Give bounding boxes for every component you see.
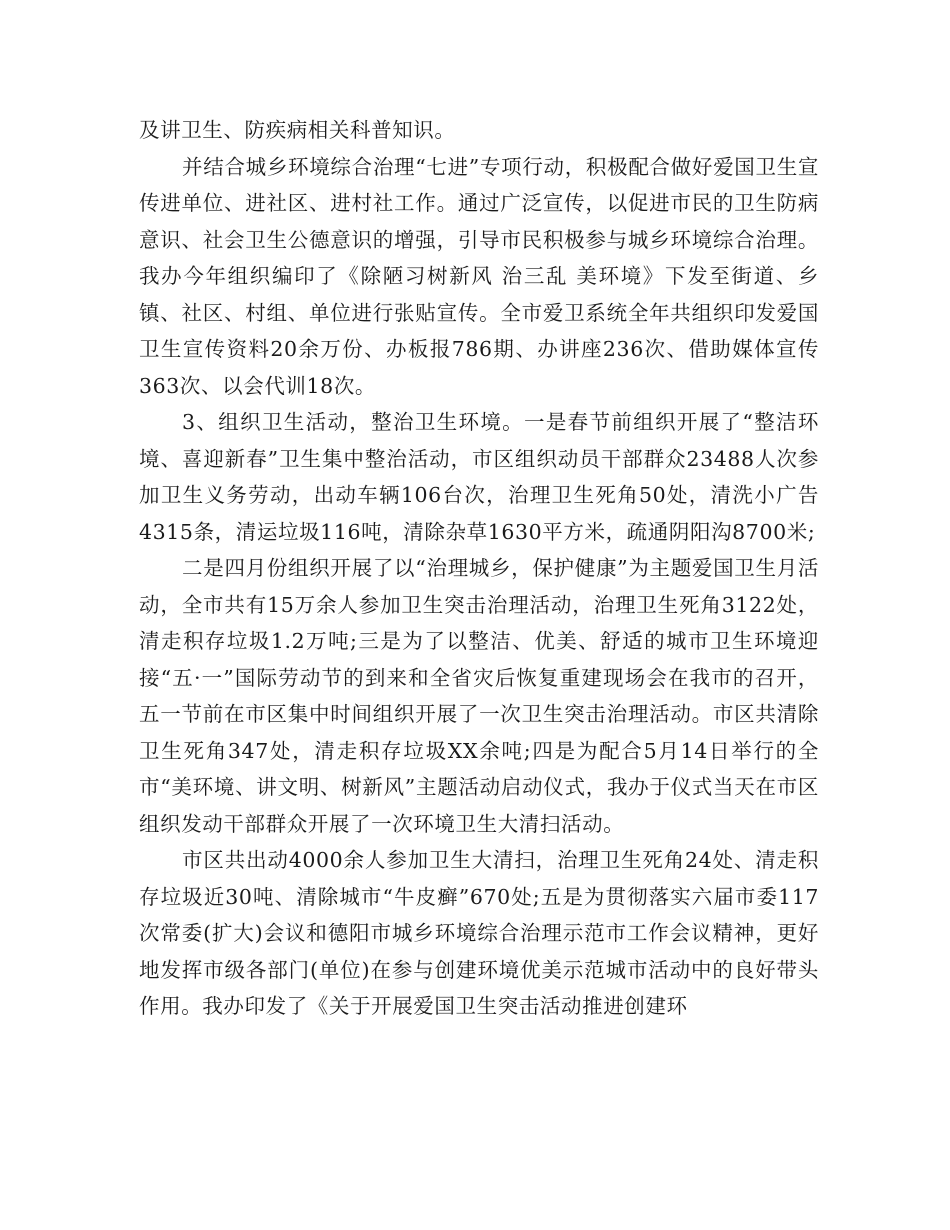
paragraph-sanitation-activities: 3、组织卫生活动，整治卫生环境。一是春节前组织开展了“整洁环境、喜迎新春”卫生集中整治活动，市区组织动员干部群众23488人次参加卫生义务劳动，出动车辆106台次，治理卫生死角50处，清洗小广告4315条，清运垃圾116吨，清除杂草1630平方米，疏通阴阳沟8700米; <box>139 410 819 544</box>
paragraph-health-month: 二是四月份组织开展了以“治理城乡，保护健康”为主题爱国卫生月活动，全市共有15万余人参加卫生突击治理活动，治理卫生死角3122处，清走积存垃圾1.2万吨;三是为了以整洁、优美、舒适的城市卫生环境迎接“五·一”国际劳动节的到来和全省灾后恢复重建现场会在我市的召开，五一节前在市区集中时间组织开展了一次卫生突击治理活动。市区共清除卫生死角347处，清走积存垃圾XX余吨;四是为配合5月14日举行的全市“美环境、讲文明、树新风”主题活动启动仪式，我办于仪式当天在市区组织发动干部群众开展了一次环境卫生大清扫活动。 <box>139 556 819 836</box>
paragraph-publicity: 并结合城乡环境综合治理“七进”专项行动，积极配合做好爱国卫生宣传进单位、进社区、进村社工作。通过广泛宣传，以促进市民的卫生防病意识、社会卫生公德意识的增强，引导市民积极参与城乡环境综合治理。我办今年组织编印了《除陋习树新风 治三乱 美环境》下发至街道、乡镇、社区、村组、单位进行张贴宣传。全市爱卫系统全年共组织印发爱国卫生宣传资料20余万份、办板报786期、办讲座236次、借助媒体宣传363次、以会代训18次。 <box>139 154 819 398</box>
paragraph-continuation: 及讲卫生、防疾病相关科普知识。 <box>139 118 456 142</box>
document-body <box>139 112 819 1025</box>
paragraph-city-cleanup: 市区共出动4000余人参加卫生大清扫，治理卫生死角24处、清走积存垃圾近30吨、清除城市“牛皮癣”670处;五是为贯彻落实六届市委117次常委(扩大)会议和德阳市城乡环境综合治理示范市工作会议精神，更好地发挥市级各部门(单位)在参与创建环境优美示范城市活动中的良好带头作用。我办印发了《关于开展爱国卫生突击活动推进创建环 <box>139 848 819 1018</box>
